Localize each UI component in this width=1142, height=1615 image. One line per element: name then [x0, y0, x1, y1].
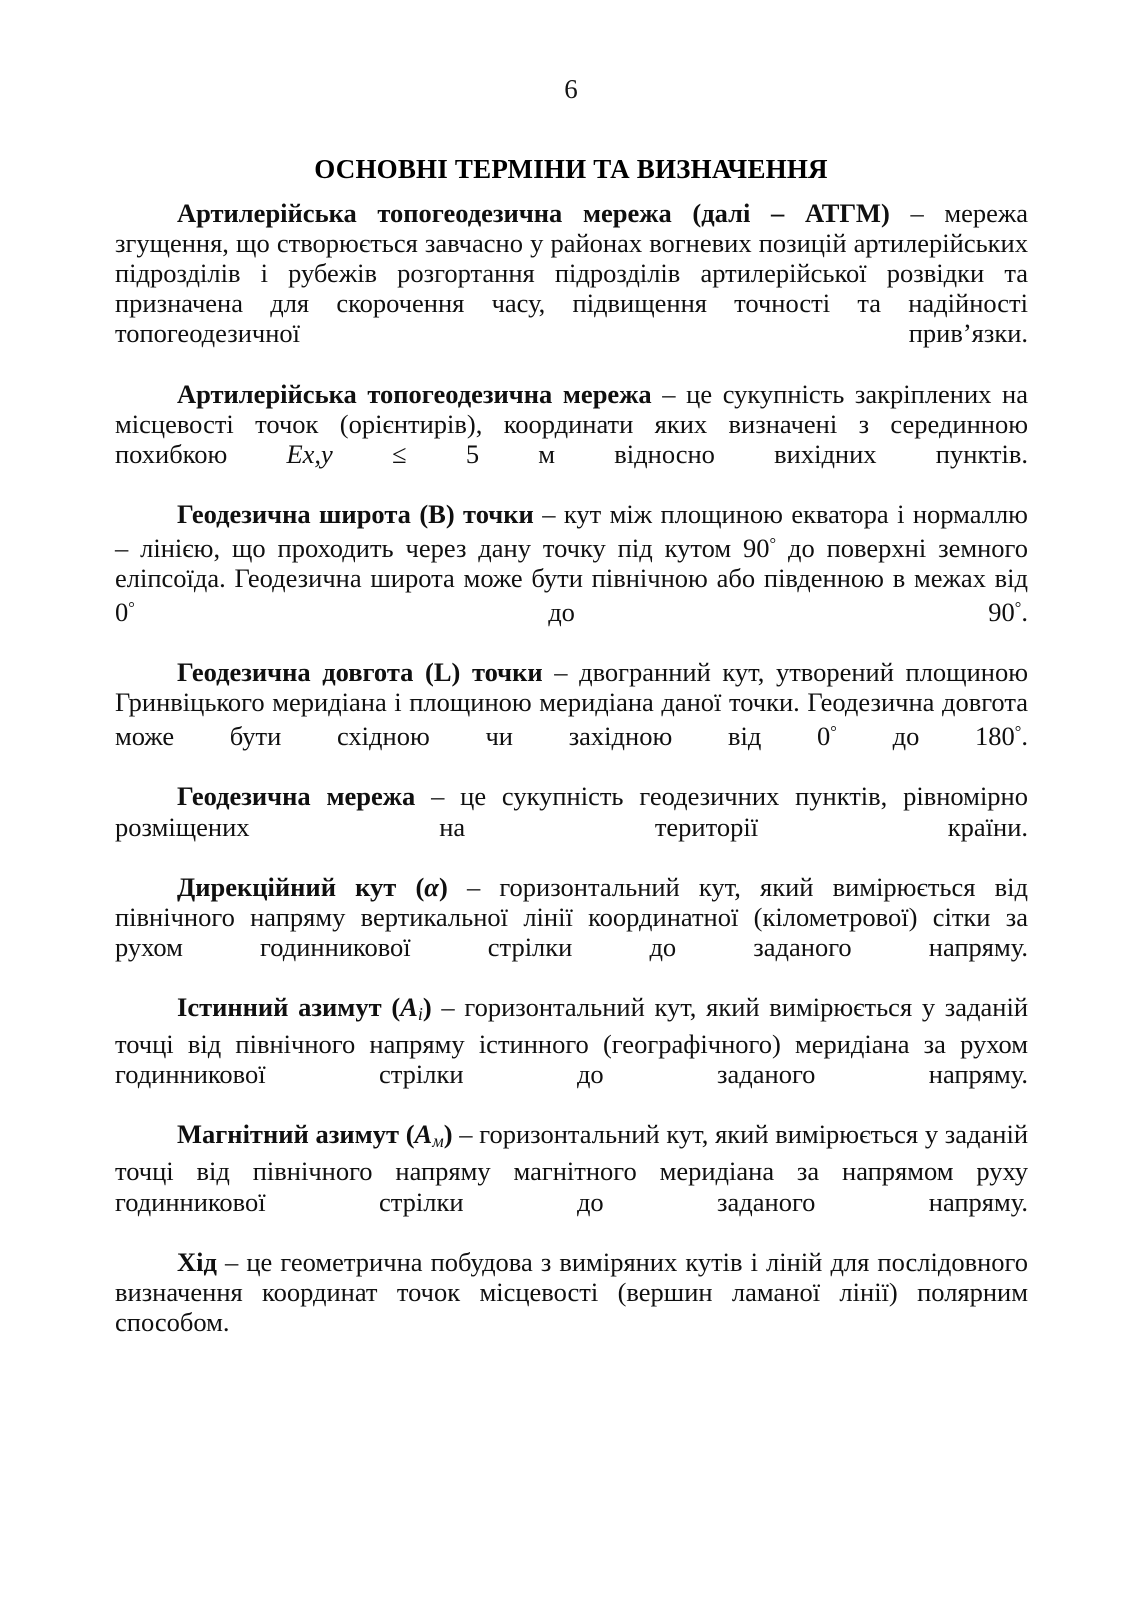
term-body-post: ≤ 5 м відносно вихідних пунктів. — [332, 438, 1028, 469]
term-label: Геодезична широта (B) точки — [177, 498, 534, 529]
paragraph-directional-angle — [115, 872, 1028, 992]
page-title: ОСНОВНІ ТЕРМІНИ ТА ВИЗНАЧЕННЯ — [314, 154, 828, 185]
term-label: Артилерійська топогеодезична мережа (далі – АТГМ) — [177, 198, 890, 228]
formula-error-notation: Ex,y — [286, 438, 333, 469]
term-label-close: ) — [443, 1119, 453, 1150]
degree-symbol: ° — [128, 598, 135, 618]
term-body: – горизонтальний кут, який вимірюється у заданій точці від північного напряму магнітного меридіана за напрямом руху годинникової стрілки до заданого напряму. — [115, 1119, 1029, 1217]
term-body-3: . — [1021, 721, 1028, 752]
degree-symbol: ° — [830, 722, 837, 742]
term-label-close: ) — [438, 871, 448, 902]
term-body-1: – кут між площиною екватора і нормаллю – лінією, що проходить через дану точку під кутом 90 — [115, 498, 1028, 563]
paragraph-atgm-2 — [115, 379, 1028, 499]
term-body-4: . — [1021, 596, 1028, 627]
term-label: Геодезична мережа — [177, 781, 416, 812]
symbol-subscript: i — [417, 1004, 423, 1025]
term-body-2: до 180 — [836, 721, 1015, 752]
paragraph-geodetic-latitude — [115, 499, 1028, 657]
term-body: – мережа згущення, що створюється завчасно у районах вогневих позицій артилерійських підрозділів і рубежів розгортання підрозділів артилерійської розвідки та призначена для скорочення часу, підвищення точності та надійності топогеодезичної прив’язки. — [115, 198, 1028, 349]
term-body: – горизонтальний кут, який вимірюється у заданій точці від північного напряму істинного (географічного) меридіана за рухом годинникової стрілки до заданого напряму. — [115, 992, 1029, 1090]
term-label: Геодезична довгота (L) точки — [177, 657, 543, 688]
body-text-block — [115, 198, 1028, 1367]
symbol-azimuth: A — [400, 992, 418, 1023]
symbol-azimuth: A — [414, 1119, 433, 1150]
term-label: Хід — [177, 1246, 217, 1277]
term-body: – це сукупність геодезичних пунктів, рівномірно розміщених на території країни. — [115, 781, 1028, 842]
degree-symbol: ° — [1014, 598, 1022, 618]
degree-symbol: ° — [1014, 722, 1022, 742]
paragraph-true-azimuth — [115, 992, 1028, 1119]
term-body-2: до поверхні земного еліпсоїда. Геодезична широта може бути північною або південною в межах від 0 — [115, 532, 1028, 627]
paragraph-magnetic-azimuth — [115, 1119, 1028, 1246]
page-number: 6 — [564, 74, 578, 104]
paragraph-traverse — [115, 1247, 1028, 1367]
term-body-1: – двогранний кут, утворений площиною Гринвіцького меридіана і площиною меридіана даної точки. Геодезична довгота може бути східною чи західною від 0 — [115, 657, 1028, 752]
term-body: – горизонтальний кут, який вимірюється від північного напряму вертикальної лінії координатної (кілометрової) сітки за рухом годинникової стрілки до заданого напряму. — [115, 871, 1028, 962]
term-label: Істинний азимут ( — [177, 992, 401, 1023]
degree-symbol: ° — [769, 534, 777, 554]
term-label: Магнітний азимут ( — [177, 1119, 415, 1150]
term-label-close: ) — [422, 992, 432, 1023]
paragraph-atgm-1 — [115, 198, 1028, 379]
term-label: Дирекційний кут ( — [177, 871, 425, 902]
term-body-pre: – це сукупність закріплених на місцевості точок (орієнтирів), координати яких визначені з серединною похибкою — [115, 378, 1028, 469]
term-body-3: до 90 — [134, 596, 1015, 627]
term-body: – це геометрична побудова з виміряних кутів і ліній для послідовного визначення координат точок місцевості (вершин ламаної лінії) полярним способом. — [115, 1246, 1028, 1337]
term-label: Артилерійська топогеодезична мережа — [177, 378, 652, 409]
paragraph-geodetic-longitude — [115, 657, 1028, 781]
symbol-alpha: α — [424, 871, 439, 902]
paragraph-geodetic-network — [115, 781, 1028, 871]
symbol-subscript: м — [432, 1131, 444, 1152]
